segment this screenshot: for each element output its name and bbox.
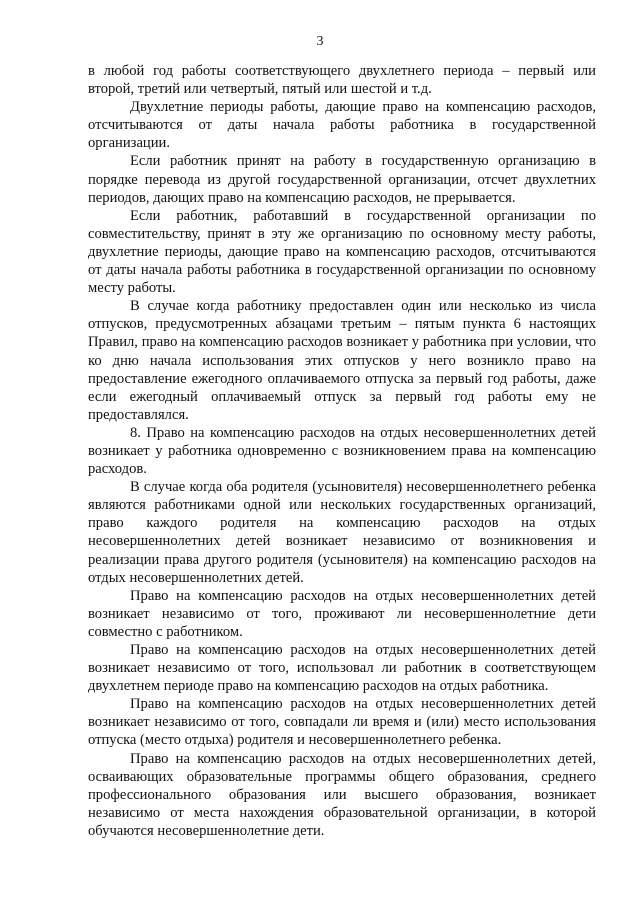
paragraph: Двухлетние периоды работы, дающие право на компенсацию расходов, отсчитываются от даты начала работы работника в государственной организации.: [88, 99, 596, 152]
page-number: 3: [316, 34, 324, 49]
document-body: [88, 62, 596, 840]
paragraph: в любой год работы соответствующего двухлетнего периода – первый или второй, третий или четвертый, пятый или шестой и т.д.: [88, 63, 596, 98]
paragraph: Право на компенсацию расходов на отдых несовершеннолетних детей возникает независимо от того, проживают ли несовершеннолетние дети совместно с работником.: [88, 587, 596, 640]
paragraph: В случае когда работнику предоставлен один или несколько из числа отпусков, предусмотренных абзацами третьим – пятым пункта 6 настоящих Правил, право на компенсацию расходов возникает у работника при условии, что ко дню начала использования этих отпусков у него возникло право на предоставление ежегодного оплачиваемого отпуска за первый год работы, даже если ежегодный оплачиваемый отпуск за первый год работы ему не предоставлялся.: [88, 298, 596, 423]
paragraph: Если работник, работавший в государственной организации по совместительству, принят в эту же организацию по основному месту работы, двухлетние периоды, дающие право на компенсацию расходов, отсчитываются от даты начала работы работника в государственной организации по основному месту работы.: [88, 207, 596, 297]
paragraph: Право на компенсацию расходов на отдых несовершеннолетних детей возникает независимо от того, использовал ли работник в соответствующем двухлетнем периоде право на компенсацию расходов на отдых работника.: [88, 642, 596, 695]
paragraph: Если работник принят на работу в государственную организацию в порядке перевода из другой государственной организации, отсчет двухлетних периодов, дающих право на компенсацию расходов, не прерывается.: [88, 153, 596, 206]
paragraph: 8. Право на компенсацию расходов на отдых несовершеннолетних детей возникает у работника одновременно с возникновением права на компенсацию расходов.: [88, 424, 596, 478]
paragraph: Право на компенсацию расходов на отдых несовершеннолетних детей возникает независимо от того, совпадали ли время и (или) место использования отпуска (место отдыха) родителя и несовершеннолетнего ребенка.: [88, 696, 596, 749]
paragraph: Право на компенсацию расходов на отдых несовершеннолетних детей, осваивающих образовательные программы общего образования, среднего профессионального образования или высшего образования, возникает независимо от места нахождения образовательной организации, в которой обучаются несовершеннолетние дети.: [88, 750, 596, 839]
paragraph: В случае когда оба родителя (усыновителя) несовершеннолетнего ребенка являются работниками одной или нескольких государственных организаций, право каждого родителя на компенсацию расходов на отдых несовершеннолетних детей возникает независимо от возникновения и реализации права другого родителя (усыновителя) на компенсацию расходов на отдых несовершеннолетних детей.: [88, 479, 596, 586]
